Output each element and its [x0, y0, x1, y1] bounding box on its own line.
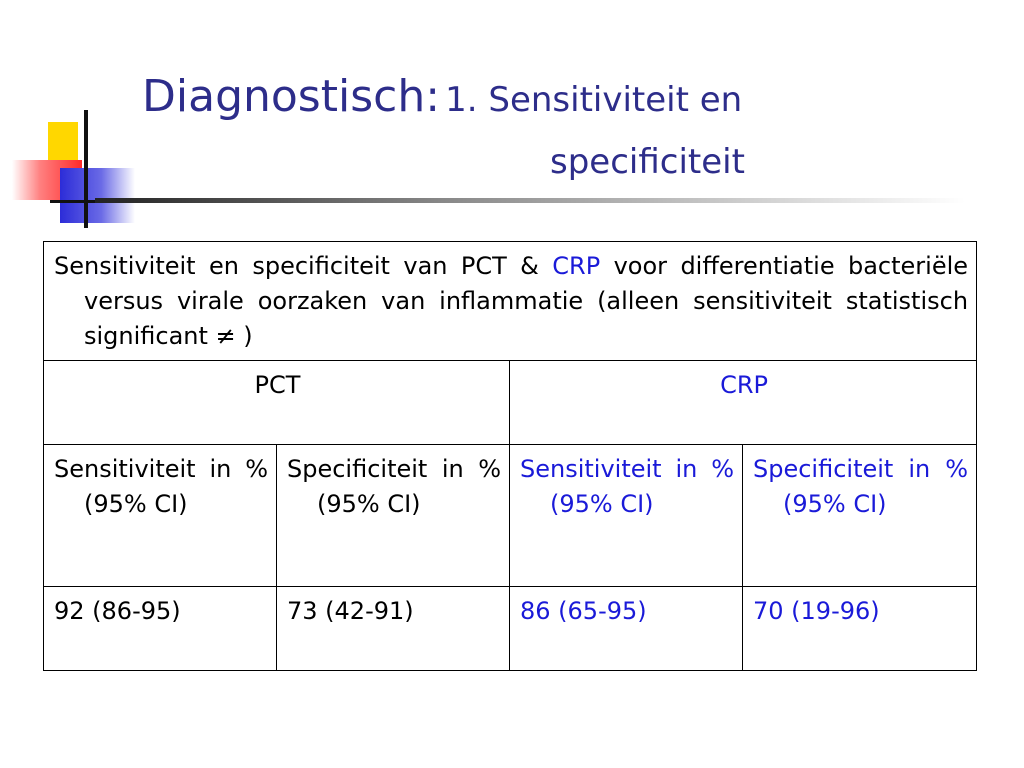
table-column-header-row	[44, 445, 977, 587]
value-pct-sensitivity: 92 (86-95)	[44, 587, 277, 671]
col-header-pct-specificity: Specificiteit in % (95% CI)	[277, 445, 510, 587]
title-main: Diagnostisch:	[142, 71, 441, 122]
col-header-pct-sensitivity: Sensitiviteit in % (95% CI)	[44, 445, 277, 587]
value-crp-specificity: 70 (19-96)	[743, 587, 977, 671]
slide-logo	[0, 100, 150, 230]
results-table	[43, 241, 977, 671]
group-header-crp: CRP	[510, 361, 977, 445]
slide-title	[142, 71, 1002, 182]
table-intro-cell	[44, 242, 977, 361]
title-underline	[95, 198, 965, 203]
title-sub: 1. Sensitiviteit en	[445, 80, 743, 120]
col-header-crp-sensitivity: Sensitiviteit in % (95% CI)	[510, 445, 743, 587]
intro-text-before: Sensitiviteit en specificiteit van PCT &	[54, 252, 553, 280]
logo-vertical-line	[84, 110, 88, 228]
intro-text-after: voor differentiatie bacteriële versus virale oorzaken van inflammatie (alleen sensitiviteit statistisch significant ≠ )	[84, 252, 969, 350]
value-crp-sensitivity: 86 (65-95)	[510, 587, 743, 671]
title-sub-line2: specificiteit	[550, 142, 745, 182]
group-header-pct: PCT	[44, 361, 510, 445]
col-header-crp-specificity: Specificiteit in % (95% CI)	[743, 445, 977, 587]
table-intro-row	[44, 242, 977, 361]
value-pct-specificity: 73 (42-91)	[277, 587, 510, 671]
logo-yellow-square	[48, 122, 78, 162]
logo-blue-square	[60, 168, 135, 223]
intro-crp-highlight: CRP	[552, 252, 601, 280]
table-row	[44, 587, 977, 671]
table-group-header-row	[44, 361, 977, 445]
